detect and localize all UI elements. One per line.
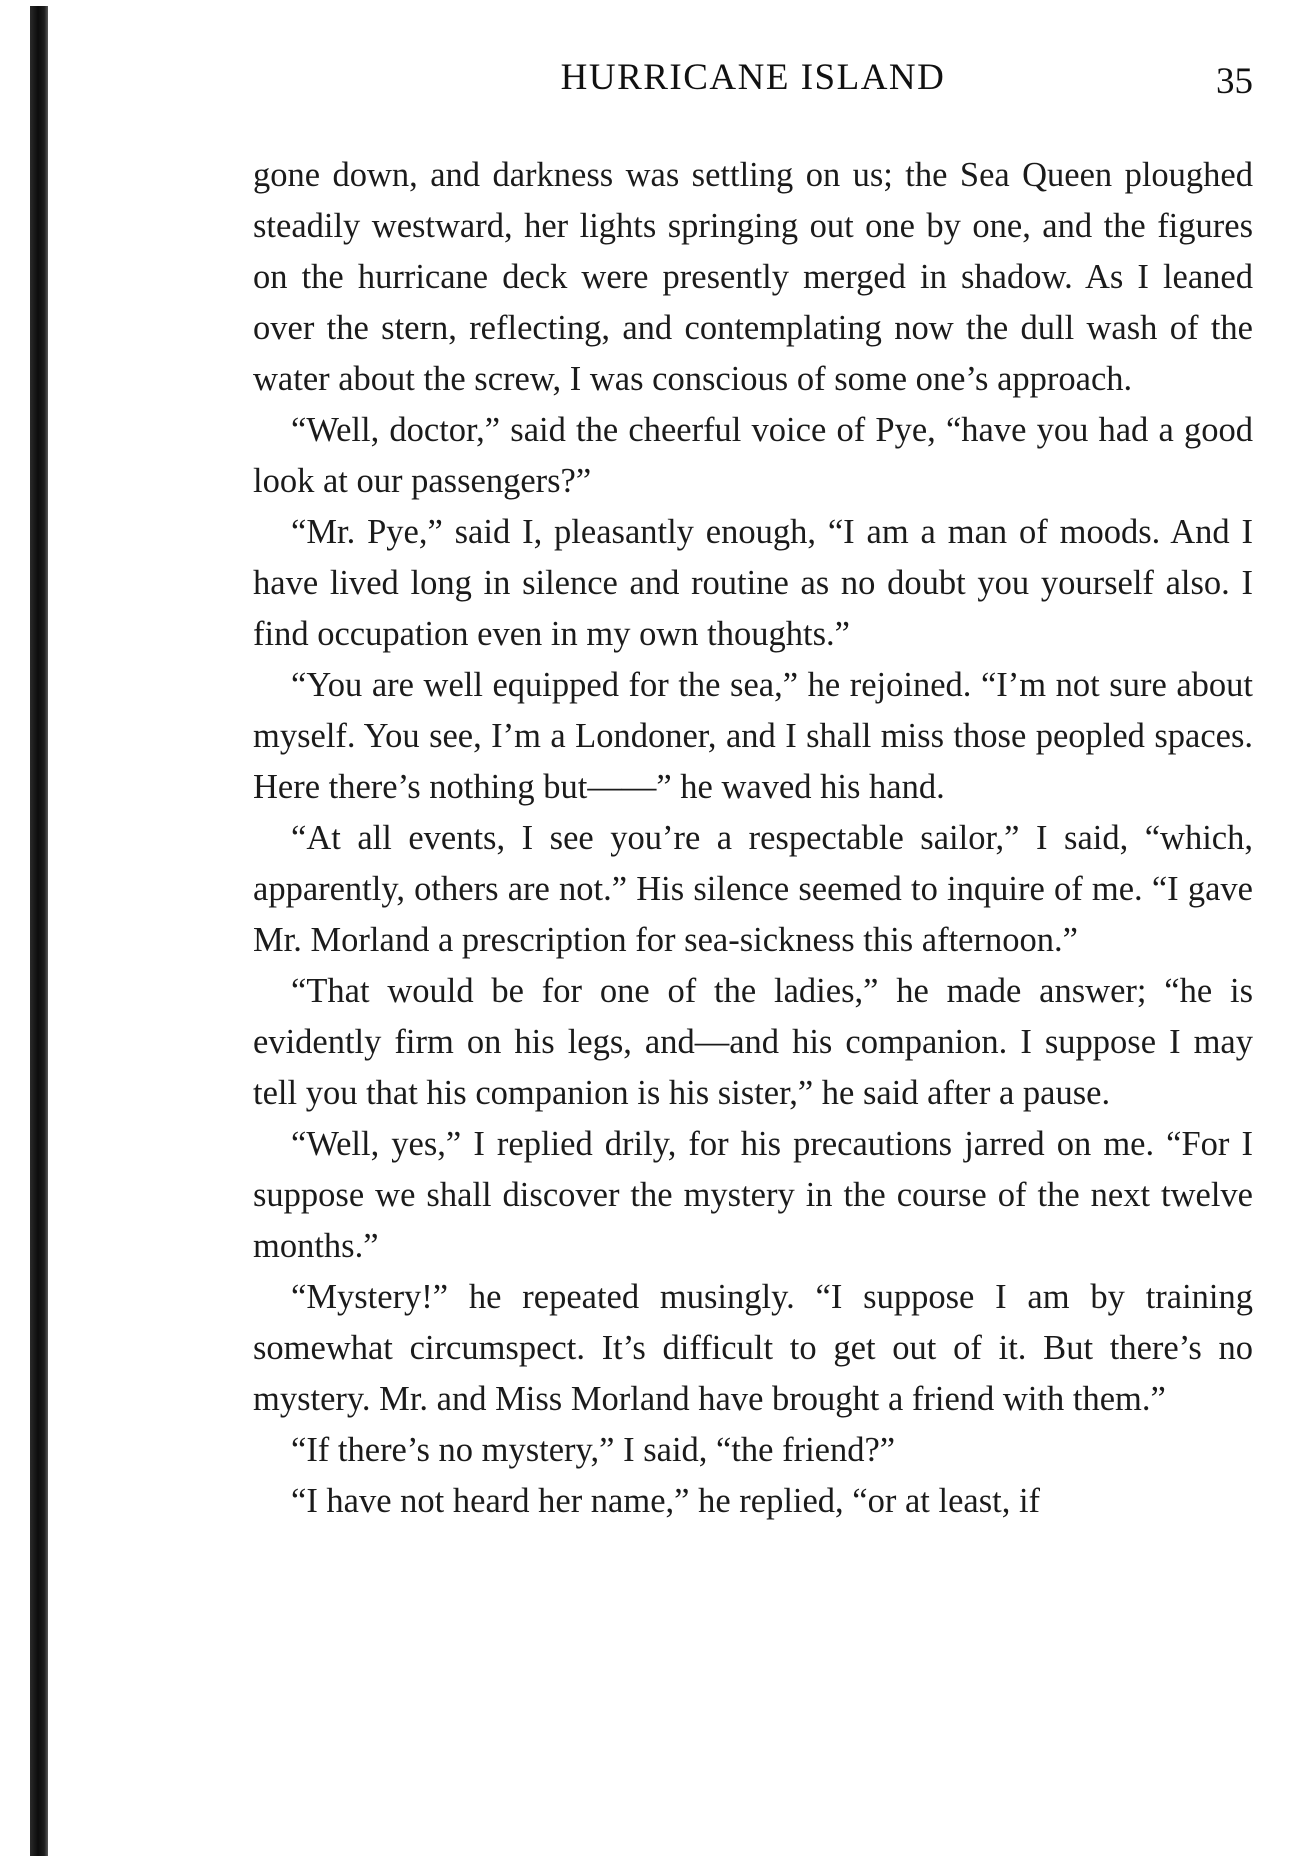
paragraph: “Well, doctor,” said the cheerful voice of Pye, “have you had a good look at our passengers?” <box>253 411 1253 500</box>
paragraph-continued: gone down, and darkness was settling on us; the Sea Queen ploughed steadily westward, her lights springing out one by one, and the figures on the hurricane deck were presently merged in shadow. As I leaned over the stern, reflecting, and contemplating now the dull wash of the water about the screw, I was conscious of some one’s approach. <box>253 156 1253 398</box>
paragraph: “If there’s no mystery,” I said, “the friend?” <box>291 1431 896 1469</box>
paragraph: “Well, yes,” I replied drily, for his precautions jarred on me. “For I suppose we shall discover the mystery in the course of the next twelve months.” <box>253 1125 1253 1265</box>
paragraph: “Mr. Pye,” said I, pleasantly enough, “I am a man of moods. And I have lived long in silence and routine as no doubt you yourself also. I find occupation even in my own thoughts.” <box>253 513 1253 653</box>
body-text <box>253 150 1253 1527</box>
running-head <box>253 56 1253 100</box>
paragraph: “Mystery!” he repeated musingly. “I suppose I am by training somewhat circumspect. It’s difficult to get out of it. But there’s no mystery. Mr. and Miss Morland have brought a friend with them.” <box>253 1278 1253 1418</box>
book-binding-edge <box>30 6 48 1856</box>
page-number: 35 <box>1216 61 1253 102</box>
paragraph: “That would be for one of the ladies,” he made answer; “he is evidently firm on his legs, and—and his companion. I suppose I may tell you that his companion is his sister,” he said after a pause. <box>253 972 1253 1112</box>
running-title: HURRICANE ISLAND <box>560 57 946 98</box>
paragraph: “You are well equipped for the sea,” he rejoined. “I’m not sure about myself. You see, I’m a Londoner, and I shall miss those peopled spaces. Here there’s nothing but——” he waved his hand. <box>253 666 1253 806</box>
paragraph: “At all events, I see you’re a respectable sailor,” I said, “which, apparently, others are not.” His silence seemed to inquire of me. “I gave Mr. Morland a prescription for sea-sickness this afternoon.” <box>253 819 1253 959</box>
paragraph: “I have not heard her name,” he replied, “or at least, if <box>291 1482 1041 1520</box>
